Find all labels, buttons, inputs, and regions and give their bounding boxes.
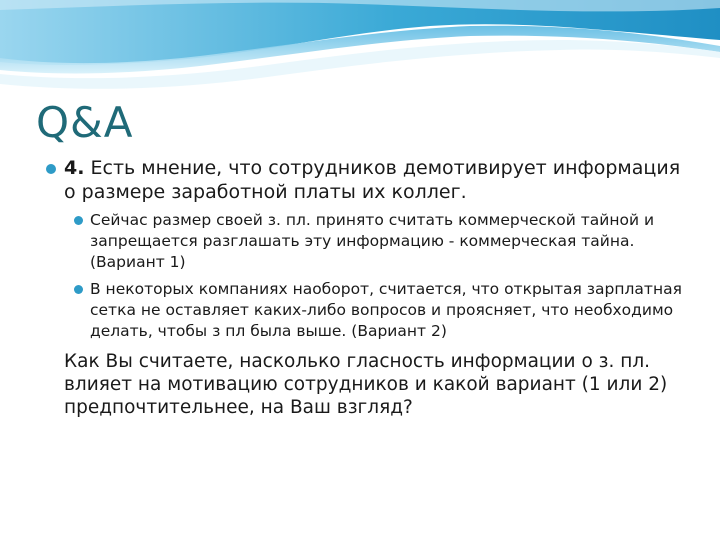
header-wave-decoration xyxy=(0,0,720,110)
closing-question: Как Вы считаете, насколько гласность информации о з. пл. влияет на мотивацию сотрудников и какой вариант (1 или 2) предпочтительнее, на Ваш взгляд? xyxy=(64,351,668,418)
bullet-icon xyxy=(46,164,56,174)
main-point xyxy=(44,156,684,204)
bullet-icon xyxy=(74,285,83,294)
bullet-icon xyxy=(74,216,83,225)
sub-point-text: В некоторых компаниях наоборот, считается, что открытая зарплатная сетка не оставляет каких-либо вопросов и проясняет, что необходимо делать, чтобы з пл была выше. (Вариант 2) xyxy=(90,280,682,340)
sub-point xyxy=(44,210,684,273)
main-point-text: Есть мнение, что сотрудников демотивирует информация о размере заработной платы их коллег. xyxy=(64,157,681,203)
sub-point-text: Сейчас размер своей з. пл. принято считать коммерческой тайной и запрещается разглашать эту информацию - коммерческая тайна. (Вариант 1) xyxy=(90,211,655,271)
point-number: 4. xyxy=(64,157,85,179)
sub-point xyxy=(44,279,684,342)
slide-content xyxy=(44,156,684,419)
slide-title: Q&A xyxy=(36,98,134,147)
